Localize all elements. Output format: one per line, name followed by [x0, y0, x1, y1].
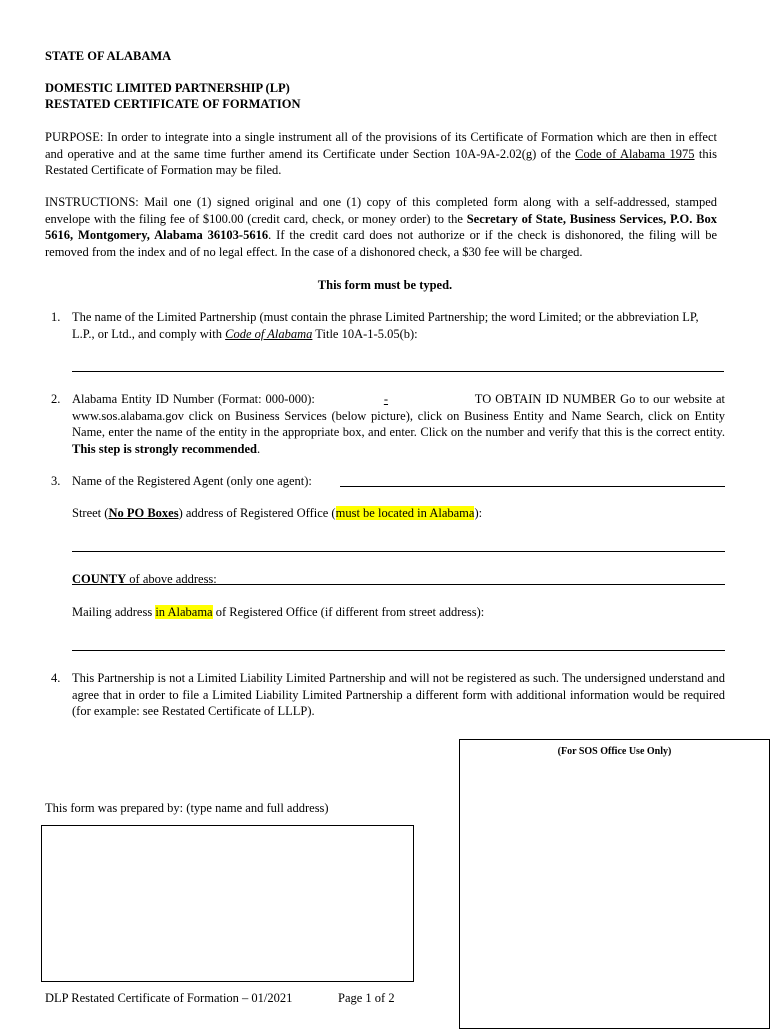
code-of-alabama-ref: Code of Alabama 1975 [575, 146, 695, 161]
purpose-text-b: this Restated Certificate of Formation may be filed. [45, 146, 717, 177]
street-address-label [72, 505, 482, 522]
county-label [72, 571, 217, 588]
item2-period: . [256, 441, 261, 456]
item4-text: This Partnership is not a Limited Liability Limited Partnership and will not be registered as such. The undersigned understand and agree that in order to file a Limited Liability Limited Partnership a different form with additional information would be required (for example: see Restated Certificate of LLLP). [72, 671, 725, 718]
prepared-by-label: This form was prepared by: (type name and full address) [45, 801, 329, 815]
item2-text [72, 391, 725, 457]
entity-id-dash: - [383, 392, 389, 406]
entity-id-instructions: TO OBTAIN ID NUMBER Go to our website at www.sos.alabama.gov click on Business Services (below picture), click on Business Entity and Name Search, click on Entity Name, enter the name of the entity in the appropriate box, and enter. Click on the number and verify that this is the correct entity. [72, 392, 725, 439]
county-rest: of above address: [126, 572, 217, 586]
item1-number: 1. [51, 310, 61, 324]
item2-number: 2. [51, 392, 61, 406]
entity-id-field[interactable] [315, 392, 471, 406]
mailing-address-sos: Secretary of State, Business Services, P.O. Box 5616, Montgomery, Alabama 36103-5616 [45, 211, 717, 242]
sos-office-use-box [459, 739, 770, 1029]
street-address-field[interactable] [72, 551, 725, 552]
instructions-paragraph [45, 194, 717, 260]
item1-text-b: Title 10A-1-5.05(b): [312, 326, 418, 341]
mailing-address-field[interactable] [72, 650, 725, 651]
item1-text [72, 309, 718, 342]
in-alabama-highlight: in Alabama [155, 605, 213, 619]
item3-number: 3. [51, 474, 61, 488]
mailing-text-b: of Registered Office (if different from street address): [212, 605, 485, 619]
footer-page-number: Page 1 of 2 [338, 991, 395, 1005]
registered-agent-field[interactable] [340, 486, 725, 487]
instructions-text-b: . If the credit card does not authorize or if the check is dishonored, the filing will be removed from the index and of no legal effect. In the case of a dishonored check, a $30 fee will be charged. [45, 228, 717, 259]
sos-office-use-label: (For SOS Office Use Only) [557, 746, 672, 757]
mailing-text-a: Mailing address [72, 605, 156, 619]
state-heading: STATE OF ALABAMA [45, 49, 172, 63]
form-title-line2: RESTATED CERTIFICATE OF FORMATION [45, 97, 301, 111]
item4-number: 4. [51, 671, 61, 685]
county-field[interactable] [72, 584, 725, 585]
purpose-text-a: PURPOSE: In order to integrate into a single instrument all of the provisions of its Certificate of Formation which are then in effect and operative and at the same time further amend its Certificate under Section 10A-9A-2.02(g) of the [45, 130, 717, 161]
typed-note: This form must be typed. [317, 278, 453, 292]
street-text-b: ) address of Registered Office ( [178, 506, 336, 520]
registered-agent-label: Name of the Registered Agent (only one agent): [72, 474, 312, 488]
street-text-c: ): [474, 506, 483, 520]
strongly-recommended: This step is strongly recommended [72, 441, 257, 456]
item1-text-a: The name of the Limited Partnership (must contain the phrase Limited Partnership; the word Limited; or the abbreviation LP, L.P., or Ltd., and comply with [72, 310, 699, 341]
street-text-a: Street ( [72, 506, 109, 520]
partnership-name-field[interactable] [72, 371, 724, 372]
instructions-text-a: INSTRUCTIONS: Mail one (1) signed original and one (1) copy of this completed form along with a self-addressed, stamped envelope with the filing fee of $100.00 (credit card, check, or money order) to the [45, 195, 717, 226]
alabama-location-highlight: must be located in Alabama [335, 506, 475, 520]
no-po-boxes: No PO Boxes [108, 506, 179, 520]
purpose-paragraph [45, 129, 717, 179]
form-title-line1: DOMESTIC LIMITED PARTNERSHIP (LP) [45, 81, 290, 95]
entity-id-label: Alabama Entity ID Number (Format: 000-000): [72, 392, 315, 406]
mailing-address-label [72, 604, 484, 621]
item1-code-ref: Code of Alabama [225, 326, 313, 341]
prepared-by-field[interactable] [41, 825, 414, 982]
footer-form-name: DLP Restated Certificate of Formation – 01/2021 [45, 991, 293, 1005]
county-bold: COUNTY [72, 572, 127, 586]
